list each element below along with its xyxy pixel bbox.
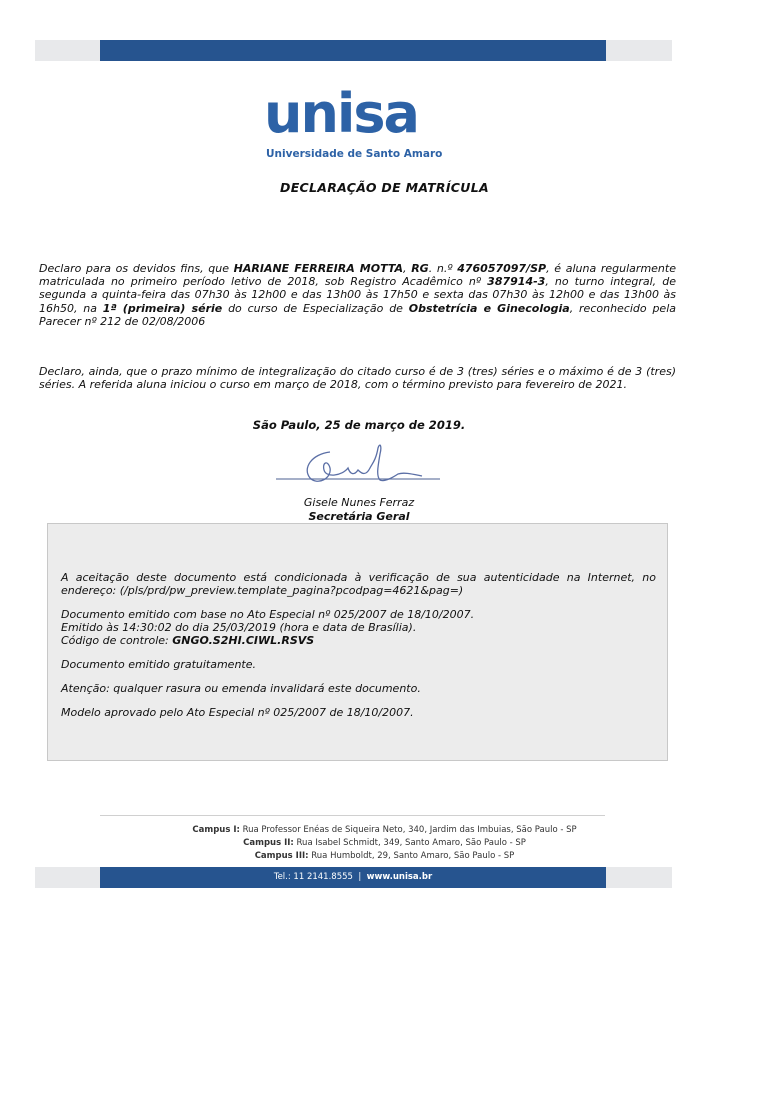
student-name: HARIANE FERREIRA MOTTA: [233, 262, 403, 275]
issued-timestamp: Emitido às 14:30:02 do dia 25/03/2019 (hora e data de Brasília).: [61, 621, 417, 634]
academic-record: 387914-3: [487, 275, 546, 289]
signer-name: Gisele Nunes Ferraz: [303, 496, 415, 509]
control-code-value: GNGO.S2HI.CIWL.RSVS: [172, 634, 315, 647]
tamper-warning: Atenção: qualquer rasura ou emenda invalidará este documento.: [61, 682, 421, 695]
footer-contact-bar: Tel.: 11 2141.8555 | www.unisa.br: [100, 867, 606, 888]
handwritten-signature: [272, 438, 442, 496]
logo-subtitle: Universidade de Santo Amaro: [266, 148, 443, 160]
campus-3-address: Campus III: Rua Humboldt, 29, Santo Amaro, São Paulo - SP: [254, 851, 515, 861]
footer-divider: [100, 815, 605, 816]
document-title: DECLARAÇÃO DE MATRÍCULA: [280, 180, 489, 195]
free-issue-note: Documento emitido gratuitamente.: [61, 658, 257, 671]
unisa-logo: [264, 82, 443, 166]
issue-date: São Paulo, 25 de março de 2019.: [252, 418, 466, 432]
header-band-center: [100, 40, 606, 61]
declaration-paragraph: Declaro para os devidos fins, que HARIANE FERREIRA MOTTA, RG. n.º 476057097/SP, é aluna regularmente matriculada no primeiro período letivo de 2018, sob Registro Acadêmico nº 387914-3, no turno integral, de segunda a quinta-feira das 07h30 às 12h00 e das 13h00 às 17h50 e sexta das 07h30 às 12h00 e das 13h00 às 16h50, na 1ª (primeira) série do curso de Especialização de Obstetrícia e Ginecologia, reconhecido pela Parecer nº 212 de 02/08/2006: [39, 262, 676, 328]
course-name: Obstetrícia e Ginecologia: [408, 301, 570, 315]
campus-1-address: Campus I: Rua Professor Enéas de Siqueira Neto, 340, Jardim das Imbuias, São Paulo - SP: [192, 825, 577, 835]
control-code: Código de controle: GNGO.S2HI.CIWL.RSVS: [61, 634, 315, 647]
model-approval: Modelo aprovado pelo Ato Especial nº 025/2007 de 18/10/2007.: [61, 706, 414, 719]
phone-number: Tel.: 11 2141.8555: [273, 872, 353, 882]
footer-band-right: [606, 867, 672, 888]
verification-notice: A aceitação deste documento está condicionada à verificação de sua autenticidade na Internet, no endereço: (/pls/prd/pw_preview.template_pagina?pcodpag=4621&pag=): [61, 571, 656, 598]
header-band-right: [606, 40, 672, 61]
header-band-left: [35, 40, 100, 61]
campus-2-address: Campus II: Rua Isabel Schmidt, 349, Santo Amaro, São Paulo - SP: [243, 838, 526, 848]
signer-role: Secretária Geral: [308, 510, 410, 523]
verification-box: [47, 523, 668, 761]
integralization-paragraph: Declaro, ainda, que o prazo mínimo de integralização do citado curso é de 3 (tres) séries e o máximo é de 3 (tres) séries. A referida aluna iniciou o curso em março de 2018, com o término previsto para fevereiro de 2021.: [39, 365, 676, 392]
footer-band-left: [35, 867, 100, 888]
logo-wordmark: unisa: [264, 82, 418, 145]
issued-basis: Documento emitido com base no Ato Especial nº 025/2007 de 18/10/2007.: [61, 608, 475, 621]
rg-number: 476057097/SP: [457, 262, 547, 275]
website-link[interactable]: www.unisa.br: [366, 872, 433, 882]
